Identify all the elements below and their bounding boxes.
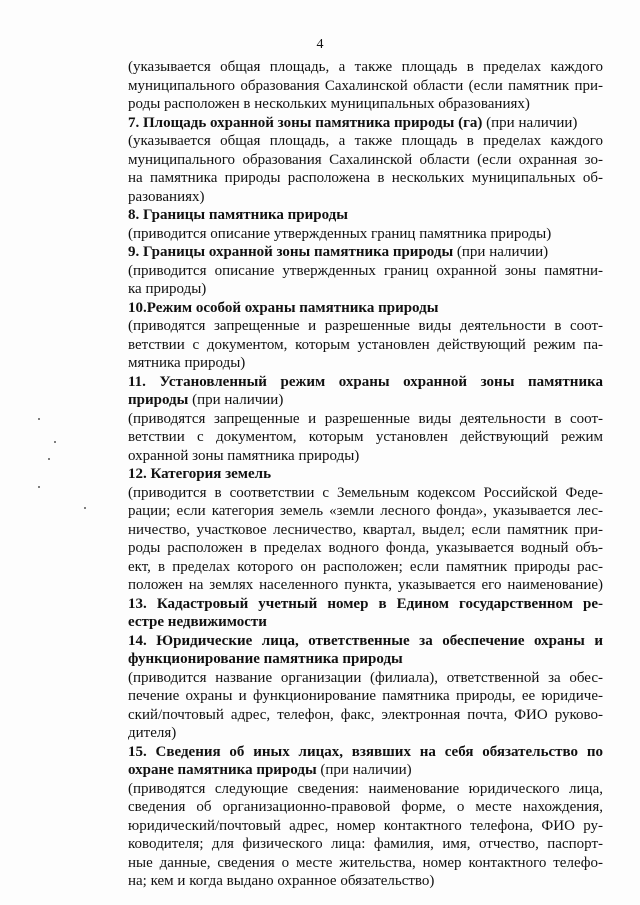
body-text: (указывается общая площадь, а также площадь в пределах каждого	[128, 133, 603, 149]
body-text: ничество, участковое лесничество, квартал, выдел; если памятник при-	[128, 521, 603, 538]
body-text: ветствии с документом, которым установлен действующий режим па-	[128, 336, 603, 353]
text-line	[128, 336, 603, 355]
text-line	[128, 484, 603, 503]
body-text: (приводится описание утвержденных границ памятника природы)	[128, 225, 552, 242]
text-line	[128, 669, 603, 688]
text-line	[128, 761, 603, 780]
text-line	[128, 817, 603, 836]
scan-speck	[54, 441, 56, 443]
body-text: (приводится в соответствии с Земельным кодексом Российской Феде-	[128, 484, 603, 501]
bold-heading-text: 9. Границы охранной зоны памятника природы	[128, 244, 454, 260]
text-line	[128, 872, 603, 891]
body-text: (при наличии)	[453, 244, 549, 260]
bold-heading-text: 15. Сведения об иных лицах, взявших на себя обязательство по	[128, 743, 603, 760]
body-text: (приводятся следующие сведения: наименование юридического лица,	[128, 780, 603, 797]
body-text: положен на землях населенного пункта, указывается его наименование)	[128, 577, 603, 593]
text-line	[128, 539, 603, 558]
text-line	[128, 854, 603, 873]
text-line	[128, 650, 603, 669]
body-text: дителя)	[128, 725, 177, 741]
text-line	[128, 743, 603, 762]
text-line	[128, 373, 603, 392]
body-text: охранной зоны памятника природы)	[128, 447, 360, 464]
scan-speck	[84, 507, 86, 509]
document-body	[128, 58, 603, 891]
text-line	[128, 447, 603, 466]
bold-heading-text: естре недвижимости	[128, 614, 267, 630]
body-text: (приводится описание утвержденных границ охранной зоны памятни-	[128, 262, 603, 279]
text-line	[128, 724, 603, 743]
text-line	[128, 95, 603, 114]
bold-heading-text: природы	[128, 392, 189, 408]
page-number: 4	[316, 37, 324, 52]
text-line	[128, 114, 603, 133]
text-line	[128, 687, 603, 706]
text-line	[128, 595, 603, 614]
body-text: ветствии с документом, которым установлен действующий режим	[128, 429, 603, 445]
text-line	[128, 391, 603, 410]
body-text: (приводятся запрещенные и разрешенные виды деятельности в соот-	[128, 410, 603, 427]
text-line	[128, 132, 603, 151]
bold-heading-text: 11. Установленный режим охраны охранной зоны памятника	[128, 373, 603, 390]
text-line	[128, 151, 603, 170]
body-text: на; кем и когда выдано охранное обязательство)	[128, 873, 435, 889]
body-text: (приводится название организации (филиала), ответственной за обес-	[128, 669, 603, 686]
text-line	[128, 206, 603, 225]
text-line	[128, 780, 603, 799]
text-line	[128, 465, 603, 484]
body-text: разованиях)	[128, 188, 205, 205]
body-text: роды расположен в пределах водного фонда, указывается водный объ-	[128, 540, 603, 556]
body-text: печение охраны и функционирование памятника природы, ее юридиче-	[128, 688, 603, 704]
text-line	[128, 576, 603, 595]
body-text: юридический/почтовый адрес, номер контактного телефона, ФИО ру-	[128, 817, 603, 834]
body-text: роды расположен в нескольких муниципальных образованиях)	[128, 96, 530, 112]
bold-heading-text: 12. Категория земель	[128, 466, 272, 482]
body-text: муниципального образования Сахалинской области (если охранная зо-	[128, 151, 603, 168]
body-text: муниципального образования Сахалинской области (если памятник при-	[128, 77, 603, 94]
bold-heading-text: функционирование памятника природы	[128, 651, 403, 667]
text-line	[128, 428, 603, 447]
text-line	[128, 262, 603, 281]
text-line	[128, 169, 603, 188]
text-line	[128, 280, 603, 299]
text-line	[128, 613, 603, 632]
body-text: (указывается общая площадь, а также площадь в пределах каждого	[128, 59, 603, 75]
scan-speck	[38, 486, 40, 488]
body-text: на памятника природы расположена в нескольких муниципальных об-	[128, 170, 603, 186]
text-line	[128, 225, 603, 244]
bold-heading-text: 13. Кадастровый учетный номер в Едином государственном ре-	[128, 595, 603, 612]
body-text: (при наличии)	[188, 392, 284, 408]
body-text: сведения об организационно-правовой форме, о месте нахождения,	[128, 799, 603, 815]
body-text: ные данные, сведения о месте жительства, номер контактного телефо-	[128, 854, 603, 871]
text-line	[128, 835, 603, 854]
text-line	[128, 798, 603, 817]
body-text: ководителя; для физического лица: фамилия, имя, отчество, паспорт-	[128, 836, 603, 852]
body-text: (приводятся запрещенные и разрешенные виды деятельности в соот-	[128, 318, 603, 334]
bold-heading-text: 14. Юридические лица, ответственные за обеспечение охраны и	[128, 632, 603, 649]
body-text: ект, в пределах которого он расположен; если памятник природы рас-	[128, 558, 603, 575]
text-line	[128, 558, 603, 577]
text-line	[128, 502, 603, 521]
bold-heading-text: 7. Площадь охранной зоны памятника природы (га)	[128, 114, 483, 131]
body-text: ский/почтовый адрес, телефон, факс, электронная почта, ФИО руково-	[128, 706, 603, 723]
body-text: (при наличии)	[316, 762, 412, 778]
text-line	[128, 77, 603, 96]
body-text: мятника природы)	[128, 355, 246, 371]
text-line	[128, 299, 603, 318]
text-line	[128, 243, 603, 262]
bold-heading-text: 8. Границы памятника природы	[128, 207, 348, 223]
bold-heading-text: охране памятника природы	[128, 762, 317, 778]
text-line	[128, 521, 603, 540]
text-line	[128, 706, 603, 725]
body-text: рации; если категория земель «земли лесного фонда», указывается лес-	[128, 503, 603, 519]
text-line	[128, 354, 603, 373]
body-text: (при наличии)	[482, 114, 578, 131]
scan-speck	[38, 418, 40, 420]
bold-heading-text: 10.Режим особой охраны памятника природы	[128, 299, 439, 316]
text-line	[128, 317, 603, 336]
text-line	[128, 58, 603, 77]
text-line	[128, 632, 603, 651]
text-line	[128, 410, 603, 429]
scan-speck	[48, 458, 50, 460]
text-line	[128, 188, 603, 207]
body-text: ка природы)	[128, 281, 207, 297]
